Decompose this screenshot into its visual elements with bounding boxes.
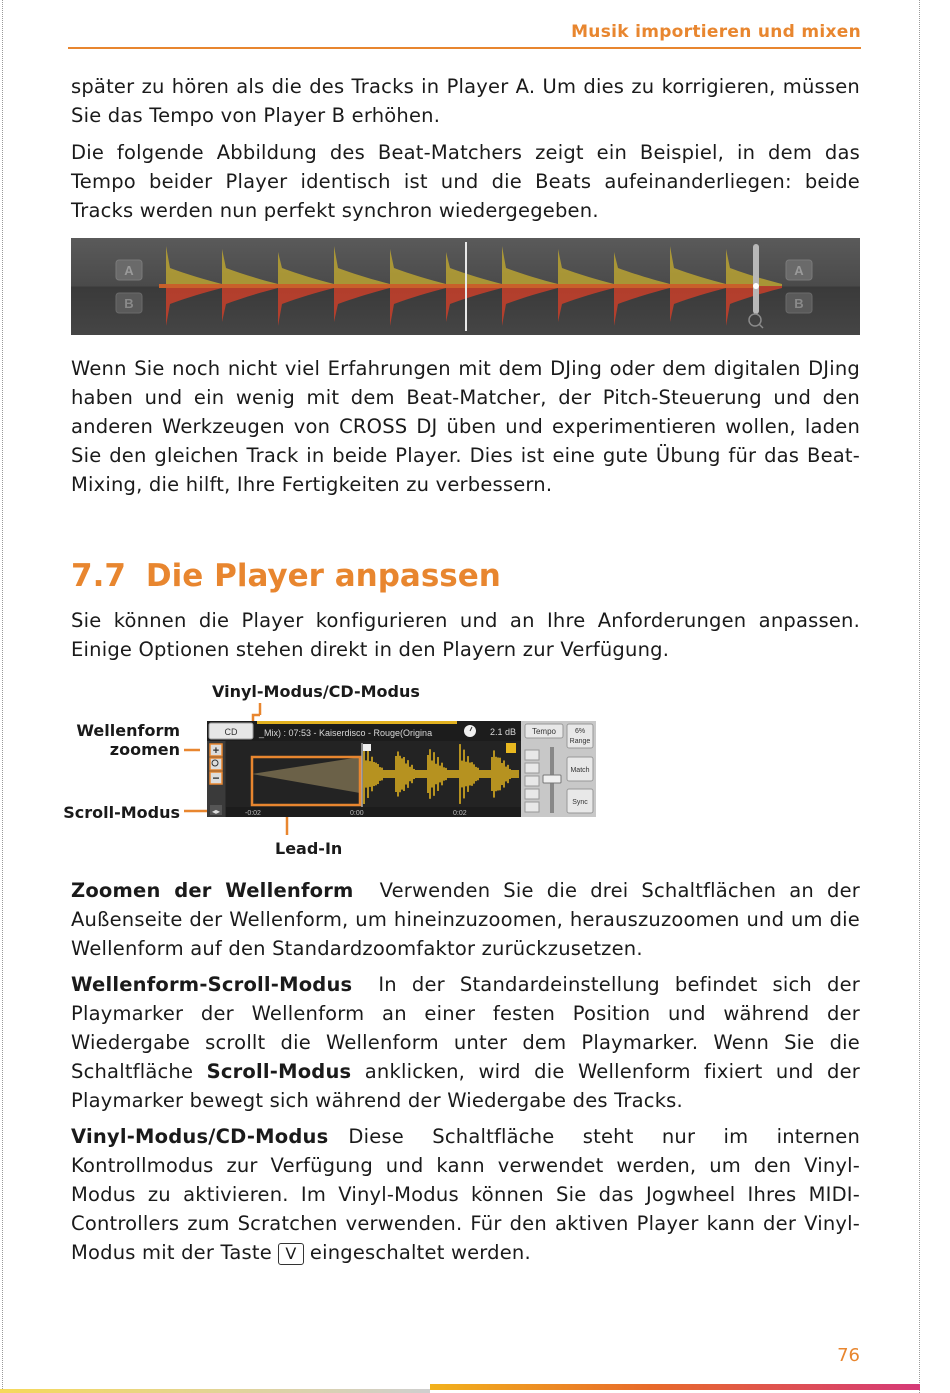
svg-text:+: + <box>212 745 220 757</box>
section-intro: Sie können die Player konfigurieren und an Ihre Anforderungen anpassen. Einige Optionen stehen direkt in den Playern zur Verfügung. <box>71 609 860 661</box>
cue-marker <box>363 744 371 751</box>
definition-text: Verwenden Sie die drei Schaltflächen an der Außenseite der Wellenform, um hineinzuzoomen, herauszuzoomen und um die Wellenform auf den Standardzoomfaktor zurückzusetzen. <box>71 879 860 960</box>
lock-icon <box>506 743 516 753</box>
range-button[interactable] <box>567 724 593 748</box>
definition-term: Vinyl-Modus/CD-Modus <box>71 1125 329 1148</box>
definition-vinyl-mode <box>71 1122 860 1267</box>
tempo-button[interactable] <box>525 724 563 738</box>
player-a-label-left <box>116 260 142 280</box>
callout-lead-in: Lead-In <box>275 839 343 858</box>
svg-text:−: − <box>212 771 220 785</box>
callout-scroll-mode: Scroll-Modus <box>63 803 180 822</box>
time-marker: 0:00 <box>350 810 364 817</box>
definition-inline-term: Scroll-Modus <box>206 1060 352 1083</box>
definition-text: Diese Schaltfläche steht nur im internen Kontrollmodus zur Verfügung und kann verwendet werden, um den Vinyl-Modus zu aktivieren. Im Vinyl-Modus können Sie das Jogwheel Ihres MIDI-Controllers zum Scratchen verwenden. Für den aktiven Player kann der Vinyl-Modus mit der Taste <box>71 1125 860 1264</box>
zoom-in-button[interactable] <box>210 744 222 757</box>
section-number: 7.7 <box>71 558 126 594</box>
definition-zoom <box>71 876 860 963</box>
header-rule <box>68 47 861 49</box>
sync-button[interactable] <box>567 789 593 813</box>
page-border <box>919 0 920 1393</box>
page-number: 76 <box>837 1345 860 1366</box>
footer-bar-accent <box>430 1384 920 1390</box>
pitch-buttons[interactable] <box>525 750 539 812</box>
time-marker: -0:02 <box>245 810 261 817</box>
player-a-label-right <box>786 260 812 280</box>
callout-zoom-line2: zoomen <box>109 740 180 759</box>
svg-text:CD: CD <box>224 727 238 737</box>
zoom-out-button[interactable] <box>210 771 222 785</box>
paragraph-1: später zu hören als die des Tracks in Player A. Um dies zu korrigieren, müssen Sie das Tempo von Player B erhöhen. <box>71 75 860 127</box>
paragraph-3: Wenn Sie noch nicht viel Erfahrungen mit dem DJing oder dem digitalen DJing haben und ein wenig mit dem Beat-Matcher, der Pitch-Steuerung und den anderen Werkzeugen von CROSS DJ üben und experimentieren wollen, laden Sie den gleichen Track in beide Player. Dies ist eine gute Übung für das Beat-Mixing, die hilft, Ihre Fertigkeiten zu verbessern. <box>71 357 860 496</box>
page-border <box>2 0 3 1393</box>
time-marker: 0:02 <box>453 810 467 817</box>
running-header: Musik importieren und mixen <box>571 22 861 42</box>
definition-text: anklicken, wird die Wellenform fixiert und der Playmarker bewegt sich während der Wiedergabe des Tracks. <box>71 1060 860 1112</box>
svg-text:Range: Range <box>569 738 591 745</box>
definition-text: In der Standardeinstellung befindet sich der Playmarker der Wellenform an einer festen Position und während der Wiedergabe scrollt die Wellenform unter dem Playmarker. Wenn Sie die Schaltfläche <box>71 973 860 1083</box>
definition-text: eingeschaltet werden. <box>303 1241 531 1264</box>
definition-term: Zoomen der Wellenform <box>71 879 354 902</box>
player-b-label-left <box>116 293 142 313</box>
cd-vinyl-button[interactable] <box>209 723 253 739</box>
callout-vinyl-mode: Vinyl-Modus/CD-Modus <box>212 682 420 701</box>
player-figure <box>60 675 620 865</box>
definition-term: Wellenform-Scroll-Modus <box>71 973 353 996</box>
callout-zoom-line1: Wellenform <box>76 721 180 740</box>
svg-text:6%: 6% <box>574 728 586 735</box>
svg-text:B: B <box>124 296 134 311</box>
section-heading <box>71 558 501 594</box>
svg-text:Tempo: Tempo <box>531 727 557 736</box>
svg-text:A: A <box>794 263 804 278</box>
svg-text:Match: Match <box>570 767 590 774</box>
track-info: _Mix) : 07:53 - Kaiserdisco - Rouge(Origina <box>259 728 433 738</box>
svg-text:B: B <box>794 296 804 311</box>
beat-matcher-figure <box>71 238 860 335</box>
svg-text:A: A <box>124 263 134 278</box>
keyboard-key: V <box>278 1243 303 1265</box>
paragraph-2: Die folgende Abbildung des Beat-Matchers zeigt ein Beispiel, in dem das Tempo beider Player identisch ist und die Beats aufeinanderliegen: beide Tracks werden nun perfekt synchron wiedergegeben. <box>71 141 860 222</box>
section-title: Die Player anpassen <box>145 558 501 594</box>
footer-bar <box>0 1389 430 1393</box>
gain-readout: 2.1 dB <box>490 727 517 737</box>
match-button[interactable] <box>567 757 593 781</box>
scroll-mode-button[interactable] <box>210 805 222 816</box>
svg-text:◂▸: ◂▸ <box>211 807 221 816</box>
definition-scroll-mode <box>71 970 860 1115</box>
player-b-label-right <box>786 293 812 313</box>
zoom-reset-button[interactable] <box>210 758 222 770</box>
beat-matcher-waveform <box>71 238 860 335</box>
player-screenshot <box>60 675 620 865</box>
svg-text:Sync: Sync <box>572 799 588 806</box>
